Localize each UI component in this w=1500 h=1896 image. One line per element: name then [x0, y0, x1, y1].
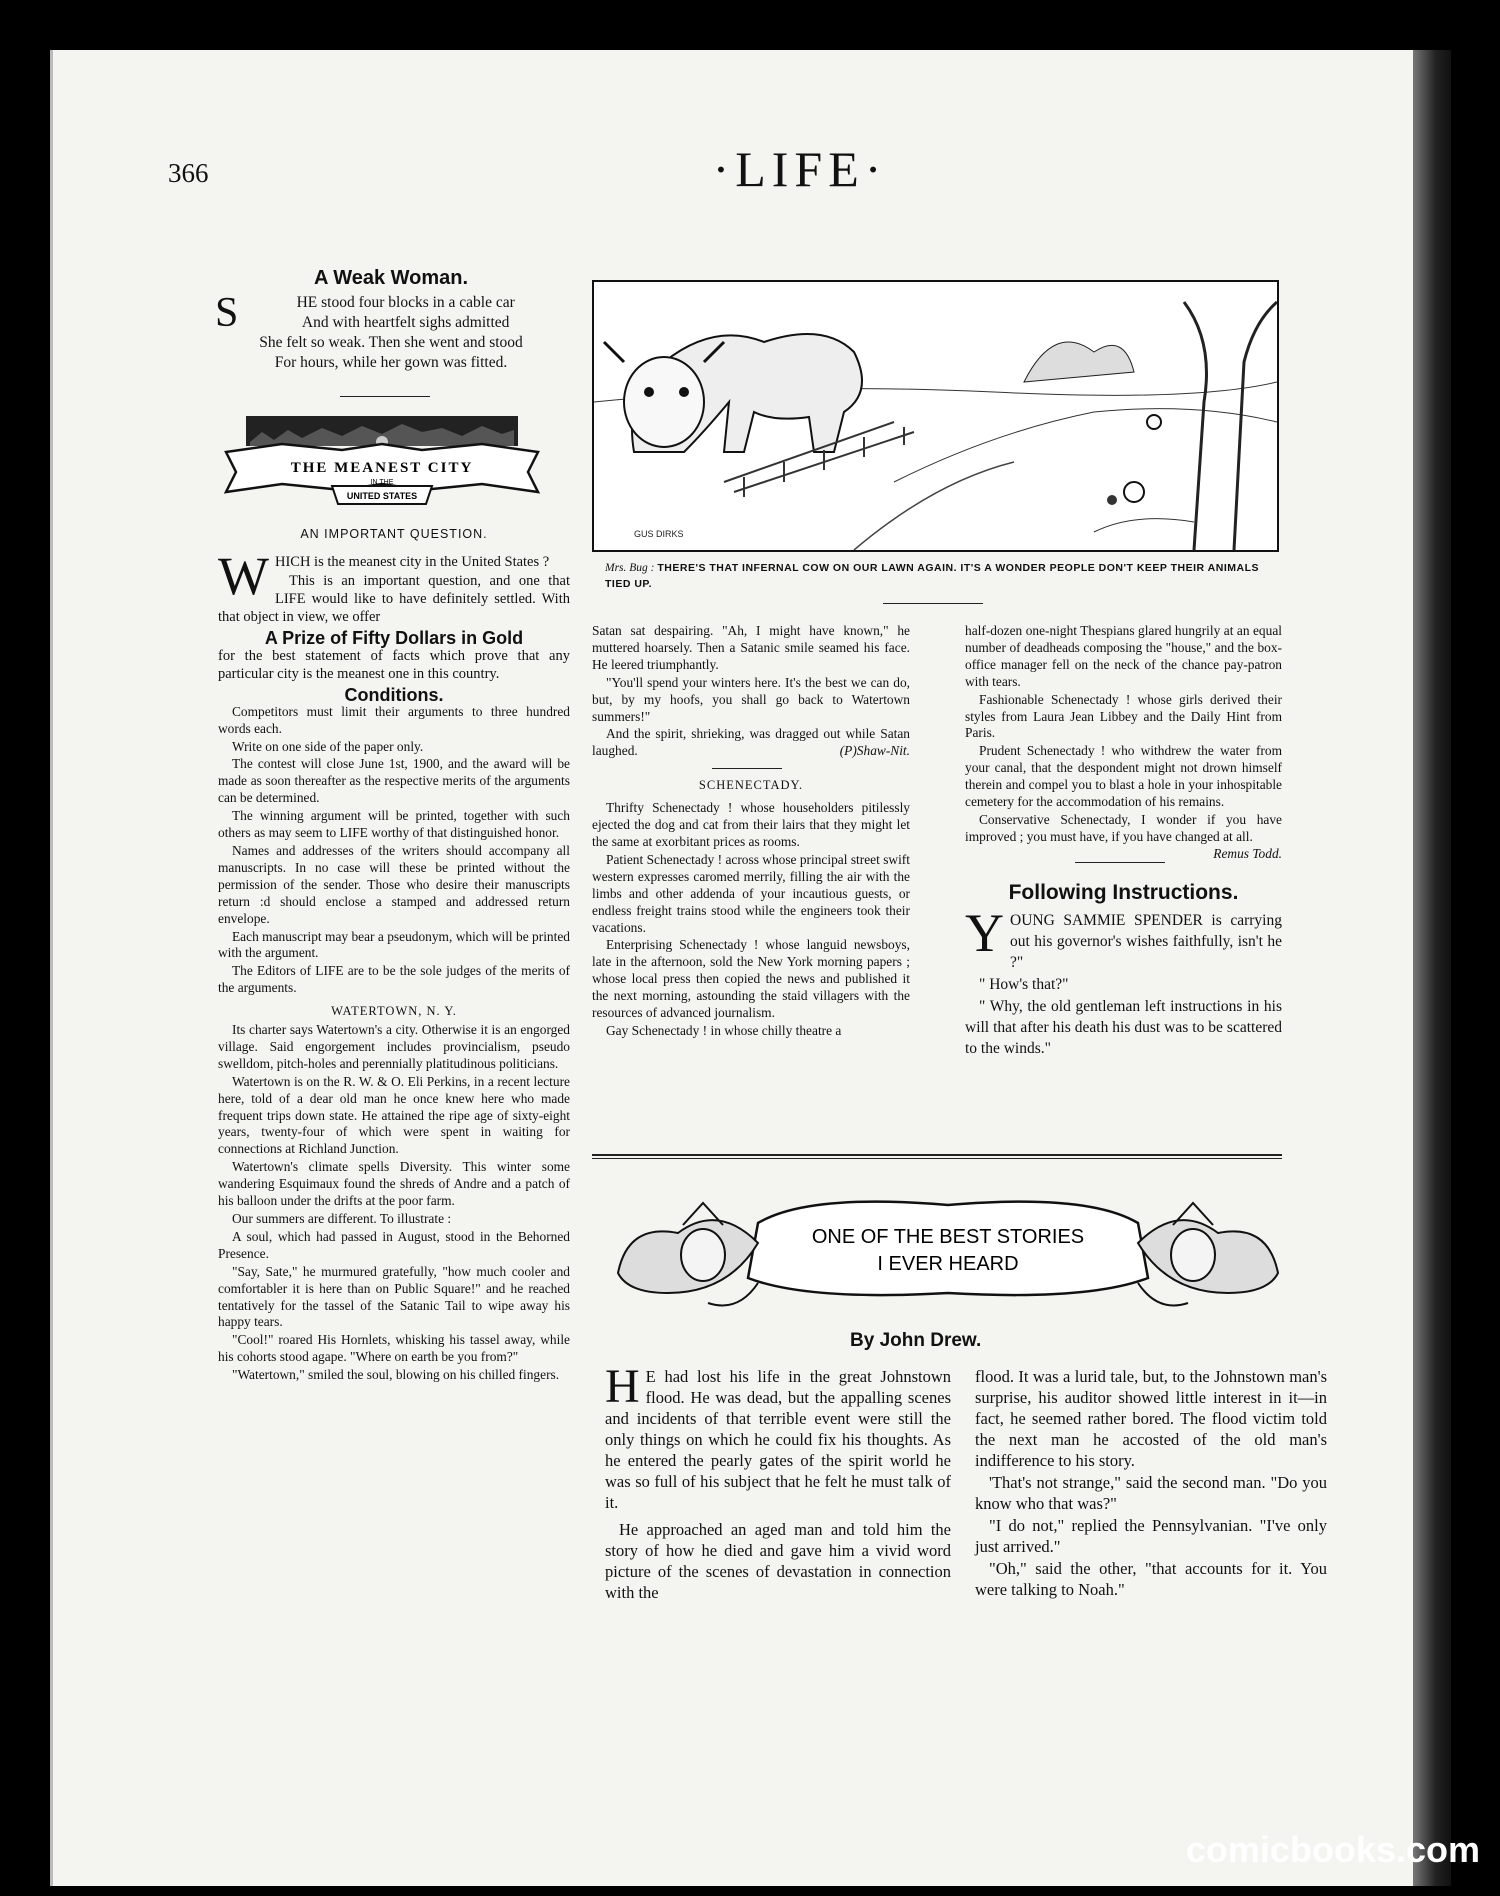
- poem-line: For hours, while her gown was fitted.: [274, 353, 508, 371]
- instructions-line: " Why, the old gentleman left instructions in his will that after his death his dust was to be scattered to the winds.": [965, 997, 1282, 1057]
- divider: [712, 768, 782, 769]
- story-paragraph: E had lost his life in the great Johnstown flood. He was dead, but the appalling scenes and incidents of that terrible event were still the only things on which he could fix his thoughts. As he entered the pearly gates of the spirit world he was so full of his subject that he felt he must talk of it.: [605, 1367, 951, 1512]
- cartoon-caption: [605, 560, 1285, 592]
- artist-signature: GUS DIRKS: [634, 529, 684, 539]
- poem-dropcap: S: [215, 289, 239, 336]
- condition-item: The Editors of LIFE are to be the sole judges of the merits of the arguments.: [218, 963, 570, 996]
- story-paragraph: "I do not," replied the Pennsylvanian. "I've only just arrived.": [975, 1516, 1327, 1556]
- prize-text: for the best statement of facts which prove that any particular city is the meanest one in this country.: [218, 647, 570, 682]
- watertown-continued: Satan sat despairing. "Ah, I might have known," he muttered hoarsely. Then a Satanic smile seamed his face. He leered triumphantly.: [592, 623, 910, 672]
- watertown-continued: And the spirit, shrieking, was dragged out while Satan laughed.: [592, 726, 910, 759]
- schenectady-paragraph: Gay Schenectady ! in whose chilly theatre a: [606, 1022, 842, 1038]
- story-paragraph: He approached an aged man and told him the story of how he died and gave him a vivid word picture of the scenes of devastation in connection with the: [605, 1520, 951, 1602]
- article-lead: HICH is the meanest city in the United States ?: [274, 553, 550, 570]
- divider: [1075, 862, 1165, 863]
- page-number: 366: [168, 158, 209, 188]
- watertown-paragraph: Watertown's climate spells Diversity. This winter some wandering Esquimaux found the shreds of Andre and a patch of his balloon under the drifts at the poor farm.: [218, 1159, 570, 1209]
- story-column-2: [975, 1366, 1327, 1601]
- meanest-city-banner: [222, 412, 542, 512]
- watertown-paragraph: Our summers are different. To illustrate :: [232, 1211, 452, 1226]
- condition-item: The winning argument will be printed, together with such others as may seem to LIFE worthy of that distinguished honor.: [218, 808, 570, 841]
- caption-text: THERE'S THAT INFERNAL COW ON OUR LAWN AGAIN. IT'S A WONDER PEOPLE DON'T KEEP THEIR ANIMALS TIED UP.: [605, 562, 1259, 590]
- banner-subtext: IN THE: [370, 479, 394, 486]
- condition-item: Names and addresses of the writers should accompany all manuscripts. In no case will these be printed without the permission of the sender. Those who desire their manuscripts return :d should enclose a stamped and addressed return envelope.: [218, 842, 570, 926]
- schenectady-paragraph: Enterprising Schenectady ! whose languid newsboys, late in the afternoon, sold the New York morning papers ; whose local press then copied the news and published it the next morning, astounding the staid villagers with the resources of advanced journalism.: [592, 937, 910, 1021]
- weak-woman-poem: [215, 267, 567, 373]
- watertown-paragraph: "Cool!" roared His Hornlets, whisking his tassel away, while his cohorts stood agape. "Where on earth be you from?": [218, 1332, 570, 1365]
- banner-title: ONE OF THE BEST STORIES: [811, 1226, 1085, 1248]
- schenectady-continued: half-dozen one-night Thespians glared hungrily at an equal number of deadheads composing the "house," and the box-office manager fell on the neck of the chance pay-patron with tears.: [965, 623, 1282, 689]
- section-rule: [592, 1158, 1282, 1159]
- schenectady-continued: Fashionable Schenectady ! whose girls derived their styles from Laura Jean Libbey and the Daily Hint from Paris.: [965, 691, 1282, 741]
- watertown-paragraph: Its charter says Watertown's a city. Otherwise it is an engorged village. Said engorgement includes provincialism, pseudo swelldom, pitch-holes and perennially platitudinous politicians.: [218, 1022, 570, 1071]
- schenectady-heading: SCHENECTADY.: [698, 778, 804, 793]
- masthead-title: ·LIFE·: [712, 141, 888, 197]
- middle-column: [592, 623, 910, 1041]
- condition-item: The contest will close June 1st, 1900, and the award will be made as soon thereafter as the respective merits of the arguments can be determined.: [218, 756, 570, 806]
- poem-line: And with heartfelt sighs admitted: [301, 313, 510, 331]
- instructions-title: Following Instructions.: [1008, 880, 1239, 904]
- instructions-line: " How's that?": [979, 975, 1069, 993]
- poem-title: A Weak Woman.: [313, 267, 469, 289]
- story-paragraph: flood. It was a lurid tale, but, to the Johnstown man's surprise, his auditor showed little interest in it—in fact, he seemed rather bored. The flood victim told the next man he accosted of the old man's indifference to his story.: [975, 1367, 1327, 1470]
- watertown-paragraph: "Say, Sate," he murmured gratefully, "how much cooler and comfortabler it is here than on Public Square!" and he reached tentatively for the tassel of the Satanic Tail to wipe away his happy tears.: [218, 1263, 570, 1330]
- condition-item: Write on one side of the paper only.: [232, 738, 424, 754]
- banner-subtext: UNITED STATES: [346, 491, 418, 501]
- poem-line: HE stood four blocks in a cable car: [296, 293, 515, 311]
- instructions-dropcap: Y: [965, 902, 1004, 963]
- schenectady-signature: Remus Todd.: [1213, 845, 1282, 861]
- watermark-logo: comicbooks.com: [1185, 1829, 1480, 1870]
- article-text: This is an important question, and one that LIFE would like to have definitely settled. With that object in view, we offer: [218, 572, 570, 625]
- article-caption: AN IMPORTANT QUESTION.: [300, 527, 488, 541]
- story-column-1: [605, 1360, 951, 1604]
- right-column: [965, 623, 1282, 1060]
- banner-text: THE MEANEST CITY: [290, 460, 474, 476]
- condition-item: Each manuscript may bear a pseudonym, which will be printed with the argument.: [218, 928, 570, 961]
- page-gutter: [1413, 50, 1451, 1886]
- condition-item: Competitors must limit their arguments to three hundred words each.: [218, 703, 570, 736]
- watertown-signature: (P)Shaw-Nit.: [839, 743, 910, 759]
- story-byline: By John Drew.: [850, 1330, 982, 1351]
- section-rule: [592, 1154, 1282, 1156]
- divider: [883, 603, 983, 604]
- watertown-paragraph: "Watertown," smiled the soul, blowing on his chilled fingers.: [232, 1367, 560, 1383]
- caption-speaker: Mrs. Bug :: [605, 562, 655, 574]
- schenectady-paragraph: Thrifty Schenectady ! whose householders pitilessly ejected the dog and cat from their lairs that they might let the same at exorbitant prices as rooms.: [592, 800, 910, 849]
- schenectady-continued: Prudent Schenectady ! who withdrew the water from your canal, that the despondent might not drown himself therein and compel you to blast a hole in your inhospitable cemetery for the accommodation of his remains.: [965, 743, 1282, 810]
- conditions-title: Conditions.: [344, 684, 444, 705]
- contest-article: [218, 516, 570, 1385]
- banner-title: I EVER HEARD: [877, 1253, 1019, 1275]
- watertown-continued: "You'll spend your winters here. It's the best we can do, but, by my hoofs, you shall go back to Watertown summers!": [592, 674, 910, 724]
- story-paragraph: 'That's not strange," said the second man. "Do you know who that was?": [975, 1473, 1327, 1513]
- best-stories-banner: [608, 1183, 1288, 1318]
- divider: [340, 396, 430, 397]
- cartoon-illustration: [592, 280, 1279, 552]
- watertown-paragraph: Watertown is on the R. W. & O. Eli Perkins, in a recent lecture here, told of a dear old man he once knew here who made frequent trips down state. He attained the ripe age of sixty-eight years, twenty-four of which were spent in waiting for connections at Richland Junction.: [218, 1073, 570, 1157]
- watertown-heading: WATERTOWN, N. Y.: [331, 1004, 457, 1019]
- story-dropcap: H: [605, 1360, 640, 1413]
- instructions-lead: OUNG SAMMIE SPENDER is carrying out his governor's wishes faithfully, isn't he ?": [1010, 911, 1282, 971]
- poem-line: She felt so weak. Then she went and stood: [259, 333, 523, 351]
- article-dropcap: W: [218, 545, 269, 606]
- prize-title: A Prize of Fifty Dollars in Gold: [264, 627, 524, 648]
- schenectady-continued: Conservative Schenectady, I wonder if you have improved ; you must have, if you have changed at all.: [965, 811, 1282, 844]
- story-paragraph: "Oh," said the other, "that accounts for it. You were talking to Noah.": [975, 1559, 1327, 1599]
- schenectady-paragraph: Patient Schenectady ! across whose principal street swift western expresses caromed merrily, filling the air with the limbs and other addenda of your incautious guests, or endless freight trains stood while the engineers took their vacations.: [592, 851, 910, 935]
- watertown-paragraph: A soul, which had passed in August, stood in the Behorned Presence.: [218, 1228, 570, 1261]
